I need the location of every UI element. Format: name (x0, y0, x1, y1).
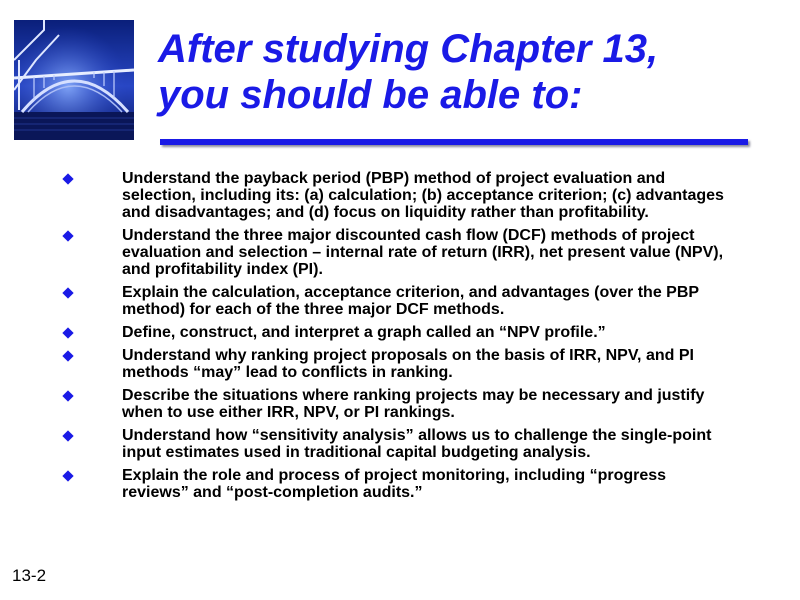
objective-item (60, 347, 730, 381)
objective-text: Explain the calculation, acceptance criterion, and advantages (over the PBP method) for each of the three major DCF methods. (122, 284, 699, 318)
objective-text: Understand the payback period (PBP) method of project evaluation and selection, including its: (a) calculation; (b) acceptance criterion; (c) advantages and disadvantages; and (d) focus on liquidity rather than profitability. (122, 170, 724, 221)
objective-item (60, 467, 730, 501)
diamond-bullet-icon (62, 430, 73, 441)
title-underline (160, 139, 748, 145)
diamond-bullet-icon (62, 470, 73, 481)
slide-title (158, 26, 658, 118)
diamond-bullet-icon (62, 173, 73, 184)
objective-text: Understand the three major discounted cash flow (DCF) methods of project evaluation and selection – internal rate of return (IRR), net present value (NPV), and profitability index (PI). (122, 227, 724, 278)
bridge-photo-image (14, 20, 134, 140)
objective-text: Understand how “sensitivity analysis” allows us to challenge the single-point input estimates used in traditional capital budgeting analysis. (122, 427, 712, 461)
objective-item (60, 387, 730, 421)
objective-item (60, 324, 730, 341)
learning-objectives-list (60, 170, 730, 507)
title-line-2: you should be able to: (158, 73, 583, 117)
objective-item (60, 427, 730, 461)
objective-text: Understand why ranking project proposals on the basis of IRR, NPV, and PI methods “may” lead to conflicts in ranking. (122, 347, 694, 381)
diamond-bullet-icon (62, 350, 73, 361)
page-number: 13-2 (12, 566, 47, 585)
objective-item (60, 227, 730, 278)
objective-text: Explain the role and process of project monitoring, including “progress reviews” and “post-completion audits.” (122, 467, 667, 501)
objective-item (60, 284, 730, 318)
diamond-bullet-icon (62, 230, 73, 241)
objective-item (60, 170, 730, 221)
diamond-bullet-icon (62, 390, 73, 401)
title-line-1: After studying Chapter 13, (158, 27, 659, 71)
diamond-bullet-icon (62, 327, 73, 338)
objective-text: Define, construct, and interpret a graph called an “NPV profile.” (122, 324, 606, 341)
diamond-bullet-icon (62, 287, 73, 298)
objective-text: Describe the situations where ranking projects may be necessary and justify when to use either IRR, NPV, or PI rankings. (122, 387, 705, 421)
